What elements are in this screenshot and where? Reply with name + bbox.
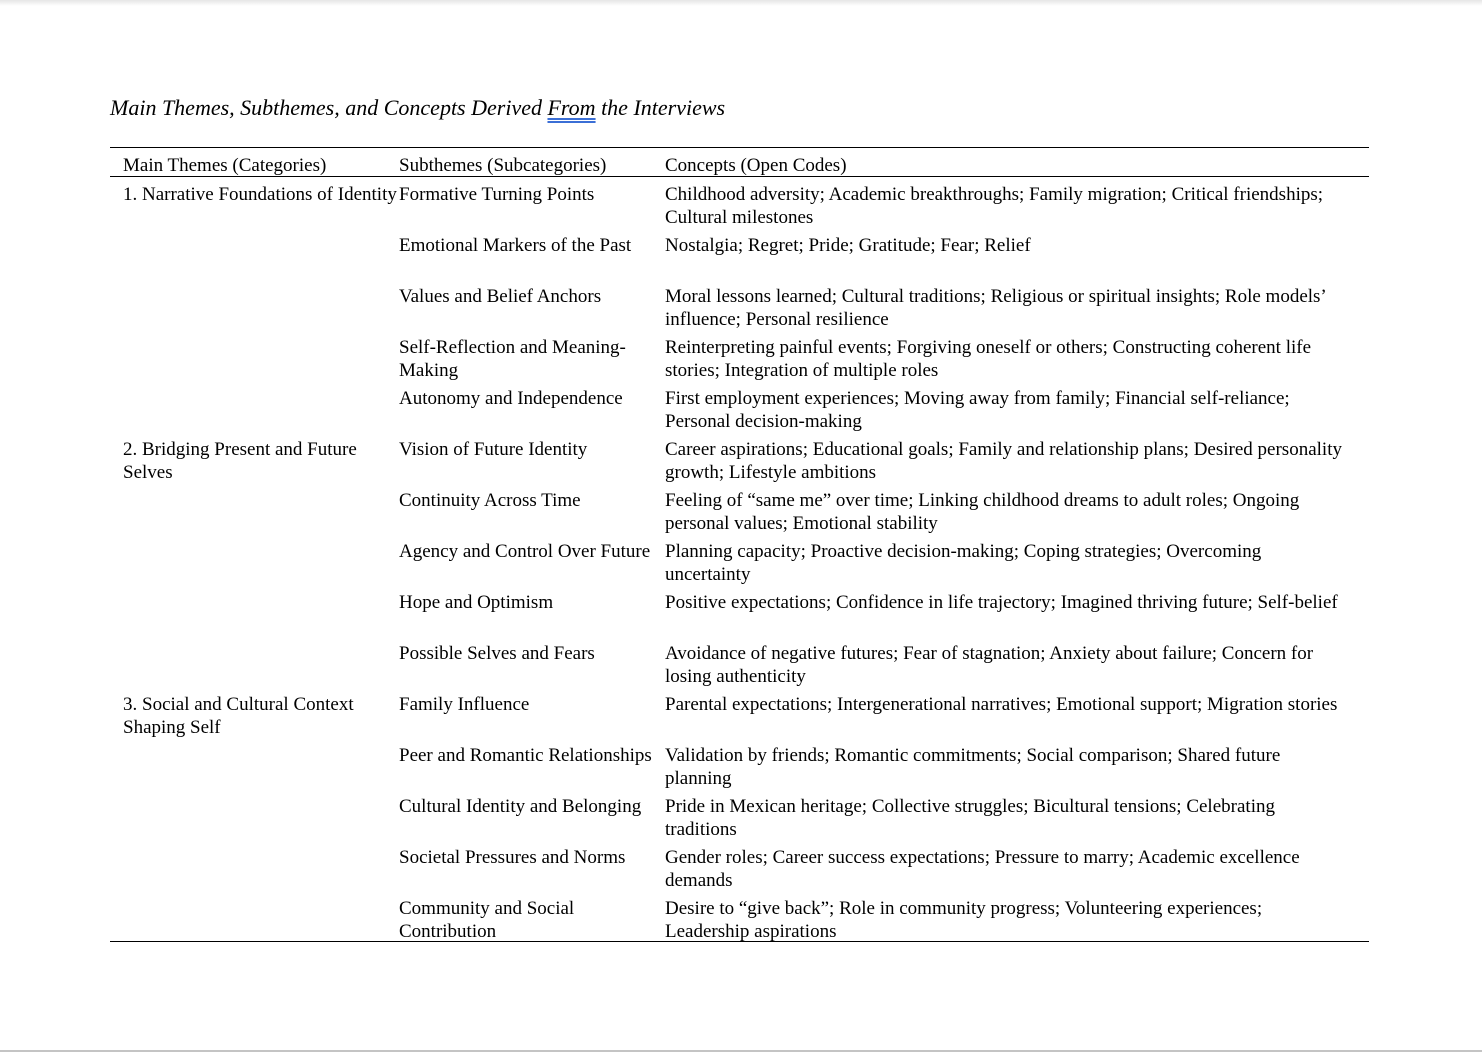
caption-text-after: the Interviews	[595, 95, 726, 120]
table-row	[399, 585, 1355, 636]
subtheme-cell: Formative Turning Points	[399, 184, 595, 205]
table-row	[399, 330, 1355, 381]
subtheme-cell: Values and Belief Anchors	[399, 286, 602, 307]
concepts-cell: Career aspirations; Educational goals; Family and relationship plans; Desired personality growth; Lifestyle ambitions	[665, 439, 1342, 483]
concepts-cell: Parental expectations; Intergenerational narratives; Emotional support; Migration stories	[665, 694, 1338, 715]
table-row	[399, 483, 1355, 534]
subtheme-cell: Vision of Future Identity	[399, 439, 588, 460]
main-theme-cell: 1. Narrative Foundations of Identity	[123, 184, 397, 205]
subtheme-cell: Community and Social Contribution	[399, 898, 575, 942]
table-row	[399, 279, 1355, 330]
table-caption	[110, 94, 725, 122]
subtheme-cell: Autonomy and Independence	[399, 388, 623, 409]
table-row	[399, 891, 1355, 941]
concepts-cell: Gender roles; Career success expectations; Pressure to marry; Academic excellence demands	[665, 847, 1300, 891]
concepts-cell: Validation by friends; Romantic commitments; Social comparison; Shared future planning	[665, 745, 1281, 789]
concepts-cell: Nostalgia; Regret; Pride; Gratitude; Fear; Relief	[665, 235, 1031, 256]
themes-table	[110, 147, 1369, 942]
subtheme-rows	[399, 432, 1355, 687]
concepts-cell: Moral lessons learned; Cultural traditions; Religious or spiritual insights; Role models’ influence; Personal resilience	[665, 286, 1326, 330]
main-theme-cell: 3. Social and Cultural Context Shaping Self	[123, 694, 354, 738]
table-header-row	[110, 148, 1369, 177]
page-top-shadow	[0, 0, 1482, 6]
table-row	[399, 534, 1355, 585]
theme-group-3	[110, 687, 1369, 941]
header-main-themes: Main Themes (Categories)	[123, 155, 327, 176]
table-row	[399, 228, 1355, 279]
concepts-cell: First employment experiences; Moving away from family; Financial self-reliance; Personal decision-making	[665, 388, 1290, 432]
table-row	[399, 738, 1355, 789]
concepts-cell: Feeling of “same me” over time; Linking childhood dreams to adult roles; Ongoing personal values; Emotional stability	[665, 490, 1300, 534]
main-theme-cell: 2. Bridging Present and Future Selves	[123, 439, 357, 483]
concepts-cell: Positive expectations; Confidence in life trajectory; Imagined thriving future; Self-belief	[665, 592, 1338, 613]
grammar-flagged-word[interactable]: From	[547, 95, 596, 120]
concepts-cell: Desire to “give back”; Role in community progress; Volunteering experiences; Leadership aspirations	[665, 898, 1263, 942]
table-row	[399, 636, 1355, 687]
subtheme-cell: Agency and Control Over Future	[399, 541, 651, 562]
subtheme-cell: Continuity Across Time	[399, 490, 581, 511]
subtheme-cell: Family Influence	[399, 694, 530, 715]
caption-text-before: Main Themes, Subthemes, and Concepts Derived	[110, 95, 548, 120]
concepts-cell: Childhood adversity; Academic breakthroughs; Family migration; Critical friendships; Cultural milestones	[665, 184, 1324, 228]
subtheme-cell: Possible Selves and Fears	[399, 643, 595, 664]
subtheme-cell: Cultural Identity and Belonging	[399, 796, 642, 817]
subtheme-cell: Societal Pressures and Norms	[399, 847, 626, 868]
subtheme-cell: Self-Reflection and Meaning-Making	[399, 337, 626, 381]
table-row	[399, 687, 1355, 738]
concepts-cell: Pride in Mexican heritage; Collective struggles; Bicultural tensions; Celebrating traditions	[665, 796, 1275, 840]
header-concepts: Concepts (Open Codes)	[665, 155, 847, 176]
subtheme-cell: Emotional Markers of the Past	[399, 235, 632, 256]
table-row	[399, 432, 1355, 483]
concepts-cell: Reinterpreting painful events; Forgiving oneself or others; Constructing coherent life stories; Integration of multiple roles	[665, 337, 1312, 381]
subtheme-rows	[399, 177, 1355, 432]
theme-group-1	[110, 177, 1369, 432]
concepts-cell: Planning capacity; Proactive decision-making; Coping strategies; Overcoming uncertainty	[665, 541, 1262, 585]
table-row	[399, 840, 1355, 891]
subtheme-cell: Peer and Romantic Relationships	[399, 745, 652, 766]
table-row	[399, 381, 1355, 432]
header-subthemes: Subthemes (Subcategories)	[399, 155, 607, 176]
subtheme-rows	[399, 687, 1355, 941]
table-row	[399, 789, 1355, 840]
subtheme-cell: Hope and Optimism	[399, 592, 554, 613]
concepts-cell: Avoidance of negative futures; Fear of stagnation; Anxiety about failure; Concern for losing authenticity	[665, 643, 1314, 687]
theme-group-2	[110, 432, 1369, 687]
table-row	[399, 177, 1355, 228]
